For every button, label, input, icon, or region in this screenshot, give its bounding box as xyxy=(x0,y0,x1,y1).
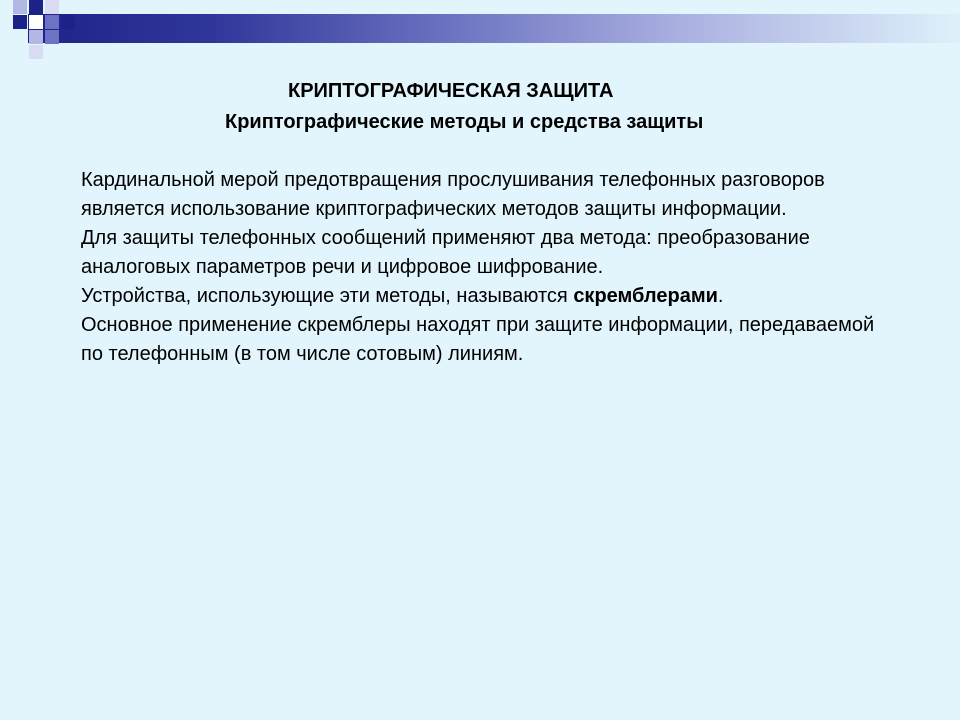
decor-square xyxy=(61,15,75,29)
decor-square xyxy=(29,15,43,29)
decor-square xyxy=(29,30,43,44)
paragraph-3 xyxy=(81,282,901,311)
paragraph-4: Основное применение скремблеры находят при защите информации, передаваемой по телефонным (в том числе сотовым) линиям. xyxy=(81,314,875,365)
term-scramblers: скремблерами xyxy=(573,285,718,307)
slide-subtitle: Криптографические методы и средства защиты xyxy=(225,111,704,133)
paragraph-2: Для защиты телефонных сообщений применяют два метода: преобразование аналоговых параметров речи и цифровое шифрование. xyxy=(81,227,810,278)
decor-square xyxy=(13,0,27,14)
decor-square xyxy=(29,0,43,14)
header-gradient-band xyxy=(28,14,960,43)
devices-prefix: Устройства, использующие эти методы, называются xyxy=(81,285,574,307)
paragraph-1: Кардинальной мерой предотвращения прослушивания телефонных разговоров является использование криптографических методов защиты информации. xyxy=(81,169,825,220)
decor-square xyxy=(29,45,43,59)
decor-square xyxy=(45,30,59,44)
devices-suffix: . xyxy=(717,285,724,307)
decor-square xyxy=(45,15,59,29)
body-text xyxy=(81,166,901,369)
decor-square xyxy=(13,15,27,29)
slide-title: КРИПТОГРАФИЧЕСКАЯ ЗАЩИТА xyxy=(288,80,614,102)
decor-square xyxy=(45,0,59,14)
